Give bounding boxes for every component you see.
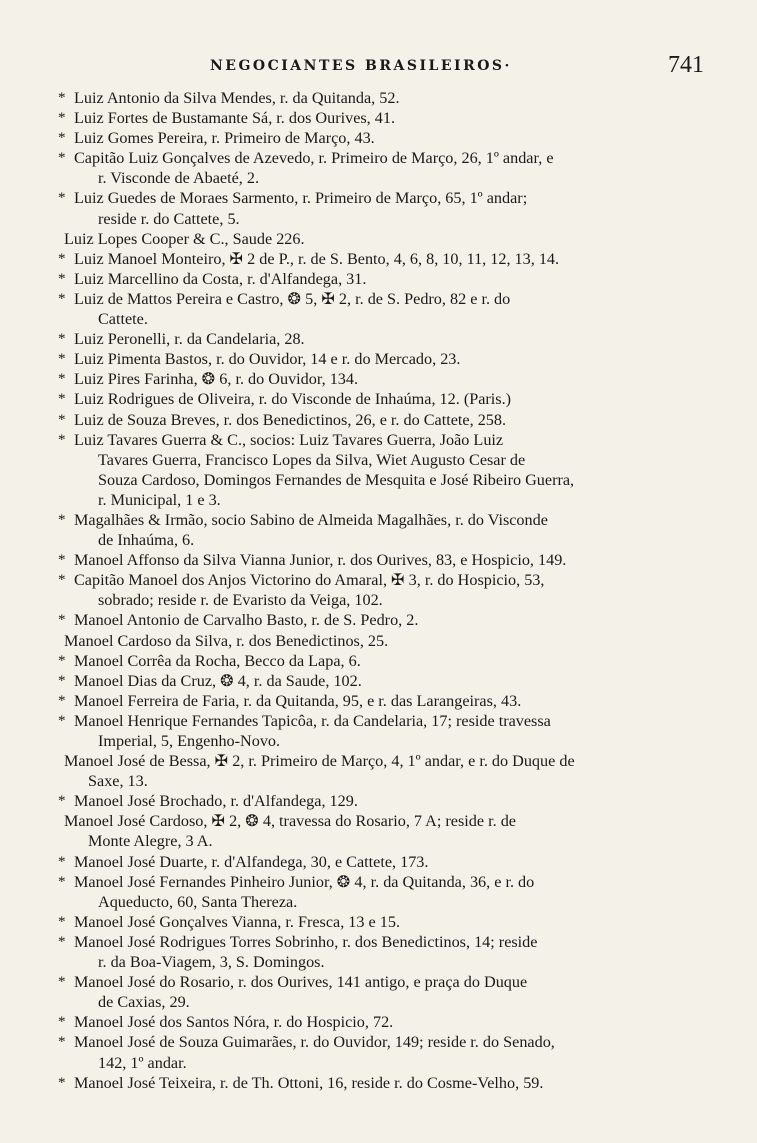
entry-continuation-line: Monte Alegre, 3 A. bbox=[88, 832, 213, 851]
directory-entry bbox=[58, 932, 708, 972]
directory-entry bbox=[58, 570, 708, 610]
asterisk-marker: * bbox=[58, 130, 66, 147]
entry-line: Luiz Tavares Guerra & C., socios: Luiz Tavares Guerra, João Luiz bbox=[74, 430, 504, 449]
entry-line: Luiz Marcellino da Costa, r. d'Alfandega, 31. bbox=[74, 269, 367, 288]
running-title: NEGOCIANTES BRASILEIROS· bbox=[210, 58, 512, 74]
entry-line: Manoel Ferreira de Faria, r. da Quitanda, 95, e r. das Larangeiras, 43. bbox=[74, 691, 522, 710]
directory-entry bbox=[58, 229, 708, 249]
asterisk-marker: * bbox=[58, 652, 66, 669]
entry-line: Luiz de Mattos Pereira e Castro, ❂ 5, ✠ 2, r. de S. Pedro, 82 e r. do bbox=[74, 289, 511, 308]
entry-continuation-line: Aqueducto, 60, Santa Thereza. bbox=[98, 892, 298, 911]
entry-line: Manoel José Brochado, r. d'Alfandega, 129. bbox=[74, 792, 358, 811]
entry-continuation-line: Imperial, 5, Engenho-Novo. bbox=[98, 732, 281, 750]
entry-line: Manoel Dias da Cruz, ❂ 4, r. da Saude, 102. bbox=[74, 671, 362, 690]
asterisk-marker: * bbox=[58, 511, 66, 528]
directory-entry bbox=[58, 691, 708, 711]
entry-line: Luiz Lopes Cooper & C., Saude 226. bbox=[64, 229, 305, 248]
entry-line: Manoel José do Rosario, r. dos Ourives, 141 antigo, e praça do Duque bbox=[74, 973, 528, 992]
entry-continuation-line: reside r. do Cattete, 5. bbox=[98, 209, 240, 228]
asterisk-marker: * bbox=[58, 270, 66, 287]
directory-entry bbox=[58, 872, 708, 912]
asterisk-marker: * bbox=[58, 552, 66, 569]
directory-entry bbox=[58, 972, 708, 1012]
asterisk-marker: * bbox=[58, 351, 66, 368]
entry-line: Luiz Fortes de Bustamante Sá, r. dos Ourives, 41. bbox=[74, 109, 396, 128]
asterisk-marker: * bbox=[58, 90, 66, 106]
directory-entry bbox=[58, 711, 708, 751]
asterisk-marker: * bbox=[58, 250, 66, 267]
entry-line: Manoel José Fernandes Pinheiro Junior, ❂ 4, r. da Quitanda, 36, e r. do bbox=[74, 872, 535, 891]
directory-entry bbox=[58, 369, 708, 389]
entry-continuation-line: r. Municipal, 1 e 3. bbox=[98, 490, 221, 509]
entry-line: Manoel José Cardoso, ✠ 2, ❂ 4, travessa do Rosario, 7 A; reside r. de bbox=[64, 812, 516, 831]
directory-entry bbox=[58, 610, 708, 630]
entry-line: Manoel Corrêa da Rocha, Becco da Lapa, 6. bbox=[74, 651, 361, 670]
page-number: 741 bbox=[668, 52, 704, 78]
entry-line: Luiz Pimenta Bastos, r. do Ouvidor, 14 e r. do Mercado, 23. bbox=[74, 350, 461, 369]
entry-line: Manoel Henrique Fernandes Tapicôa, r. da Candelaria, 17; reside travessa bbox=[74, 711, 551, 730]
asterisk-marker: * bbox=[58, 873, 66, 890]
entry-line: Manoel Antonio de Carvalho Basto, r. de S. Pedro, 2. bbox=[74, 611, 419, 630]
entry-continuation-line: Souza Cardoso, Domingos Fernandes de Mesquita e José Ribeiro Guerra, bbox=[98, 470, 575, 489]
asterisk-marker: * bbox=[58, 331, 66, 348]
entry-line: Manoel Affonso da Silva Vianna Junior, r. dos Ourives, 83, e Hospicio, 149. bbox=[74, 551, 567, 570]
asterisk-marker: * bbox=[58, 110, 66, 127]
page-header bbox=[0, 52, 757, 86]
entry-line: Magalhães & Irmão, socio Sabino de Almeida Magalhães, r. do Visconde bbox=[74, 510, 548, 529]
entry-continuation-line: 142, 1º andar. bbox=[98, 1053, 187, 1072]
directory-entry bbox=[58, 510, 708, 550]
directory-entry bbox=[58, 631, 708, 651]
entry-line: Luiz de Souza Breves, r. dos Benedictinos, 26, e r. do Cattete, 258. bbox=[74, 410, 507, 429]
entry-line: Luiz Guedes de Moraes Sarmento, r. Primeiro de Março, 65, 1º andar; bbox=[74, 189, 528, 208]
asterisk-marker: * bbox=[58, 1074, 66, 1091]
asterisk-marker: * bbox=[58, 712, 66, 729]
entry-line: Manoel José dos Santos Nóra, r. do Hospicio, 72. bbox=[74, 1013, 394, 1032]
directory-entry bbox=[58, 148, 708, 188]
directory-entry bbox=[58, 1073, 708, 1093]
asterisk-marker: * bbox=[58, 853, 66, 870]
directory-entry bbox=[58, 269, 708, 289]
asterisk-marker: * bbox=[58, 974, 66, 991]
entry-line: Capitão Manoel dos Anjos Victorino do Amaral, ✠ 3, r. do Hospicio, 53, bbox=[74, 571, 545, 590]
entry-line: Luiz Antonio da Silva Mendes, r. da Quitanda, 52. bbox=[74, 89, 400, 107]
asterisk-marker: * bbox=[58, 391, 66, 408]
directory-entry bbox=[58, 329, 708, 349]
entry-line: Luiz Pires Farinha, ❂ 6, r. do Ouvidor, 134. bbox=[74, 370, 359, 389]
directory-entry bbox=[58, 912, 708, 932]
entry-line: Luiz Gomes Pereira, r. Primeiro de Março, 43. bbox=[74, 129, 375, 148]
entry-line: Manoel José Teixeira, r. de Th. Ottoni, 16, reside r. do Cosme-Velho, 59. bbox=[74, 1073, 544, 1092]
directory-entry bbox=[58, 188, 708, 228]
asterisk-marker: * bbox=[58, 692, 66, 709]
entry-line: Manoel Cardoso da Silva, r. dos Benedictinos, 25. bbox=[64, 631, 389, 650]
asterisk-marker: * bbox=[58, 913, 66, 930]
directory-entry bbox=[58, 751, 708, 791]
directory-entry bbox=[58, 289, 708, 329]
entry-continuation-line: de Caxias, 29. bbox=[98, 993, 190, 1012]
directory-entry bbox=[58, 88, 708, 108]
entry-continuation-line: r. Visconde de Abaeté, 2. bbox=[98, 169, 260, 188]
directory-entry bbox=[58, 651, 708, 671]
asterisk-marker: * bbox=[58, 1014, 66, 1031]
asterisk-marker: * bbox=[58, 190, 66, 207]
asterisk-marker: * bbox=[58, 290, 66, 307]
directory-entry bbox=[58, 349, 708, 369]
entry-line: Luiz Rodrigues de Oliveira, r. do Visconde de Inhaúma, 12. (Paris.) bbox=[74, 390, 512, 409]
entry-line: Luiz Manoel Monteiro, ✠ 2 de P., r. de S. Bento, 4, 6, 8, 10, 11, 12, 13, 14. bbox=[74, 249, 560, 268]
asterisk-marker: * bbox=[58, 411, 66, 428]
directory-entry bbox=[58, 108, 708, 128]
asterisk-marker: * bbox=[58, 150, 66, 167]
directory-entries bbox=[58, 88, 708, 1093]
entry-line: Manoel José Gonçalves Vianna, r. Fresca, 13 e 15. bbox=[74, 912, 400, 931]
asterisk-marker: * bbox=[58, 431, 66, 448]
directory-entry bbox=[58, 128, 708, 148]
entry-line: Manoel José de Bessa, ✠ 2, r. Primeiro de Março, 4, 1º andar, e r. do Duque de bbox=[64, 752, 575, 771]
entry-continuation-line: Saxe, 13. bbox=[88, 772, 148, 791]
directory-entry bbox=[58, 791, 708, 811]
asterisk-marker: * bbox=[58, 793, 66, 810]
entry-continuation-line: Cattete. bbox=[98, 310, 148, 329]
directory-entry bbox=[58, 410, 708, 430]
entry-continuation-line: de Inhaúma, 6. bbox=[98, 531, 195, 550]
entry-line: Capitão Luiz Gonçalves de Azevedo, r. Primeiro de Março, 26, 1º andar, e bbox=[74, 149, 554, 168]
asterisk-marker: * bbox=[58, 572, 66, 589]
asterisk-marker: * bbox=[58, 672, 66, 689]
entry-continuation-line: Tavares Guerra, Francisco Lopes da Silva, Wiet Augusto Cesar de bbox=[98, 450, 526, 469]
directory-entry bbox=[58, 249, 708, 269]
directory-entry bbox=[58, 1032, 708, 1072]
directory-entry bbox=[58, 852, 708, 872]
asterisk-marker: * bbox=[58, 612, 66, 629]
directory-entry bbox=[58, 550, 708, 570]
directory-entry bbox=[58, 1012, 708, 1032]
entry-line: Manoel José Rodrigues Torres Sobrinho, r. dos Benedictinos, 14; reside bbox=[74, 932, 538, 951]
directory-entry bbox=[58, 671, 708, 691]
asterisk-marker: * bbox=[58, 933, 66, 950]
entry-line: Manoel José Duarte, r. d'Alfandega, 30, e Cattete, 173. bbox=[74, 852, 429, 871]
directory-entry bbox=[58, 430, 708, 510]
entry-continuation-line: sobrado; reside r. de Evaristo da Veiga, 102. bbox=[98, 591, 383, 610]
directory-entry bbox=[58, 389, 708, 409]
entry-line: Manoel José de Souza Guimarães, r. do Ouvidor, 149; reside r. do Senado, bbox=[74, 1033, 555, 1052]
entry-line: Luiz Peronelli, r. da Candelaria, 28. bbox=[74, 330, 305, 349]
directory-entry bbox=[58, 811, 708, 851]
asterisk-marker: * bbox=[58, 371, 66, 388]
asterisk-marker: * bbox=[58, 1034, 66, 1051]
entry-continuation-line: r. da Boa-Viagem, 3, S. Domingos. bbox=[98, 953, 325, 972]
